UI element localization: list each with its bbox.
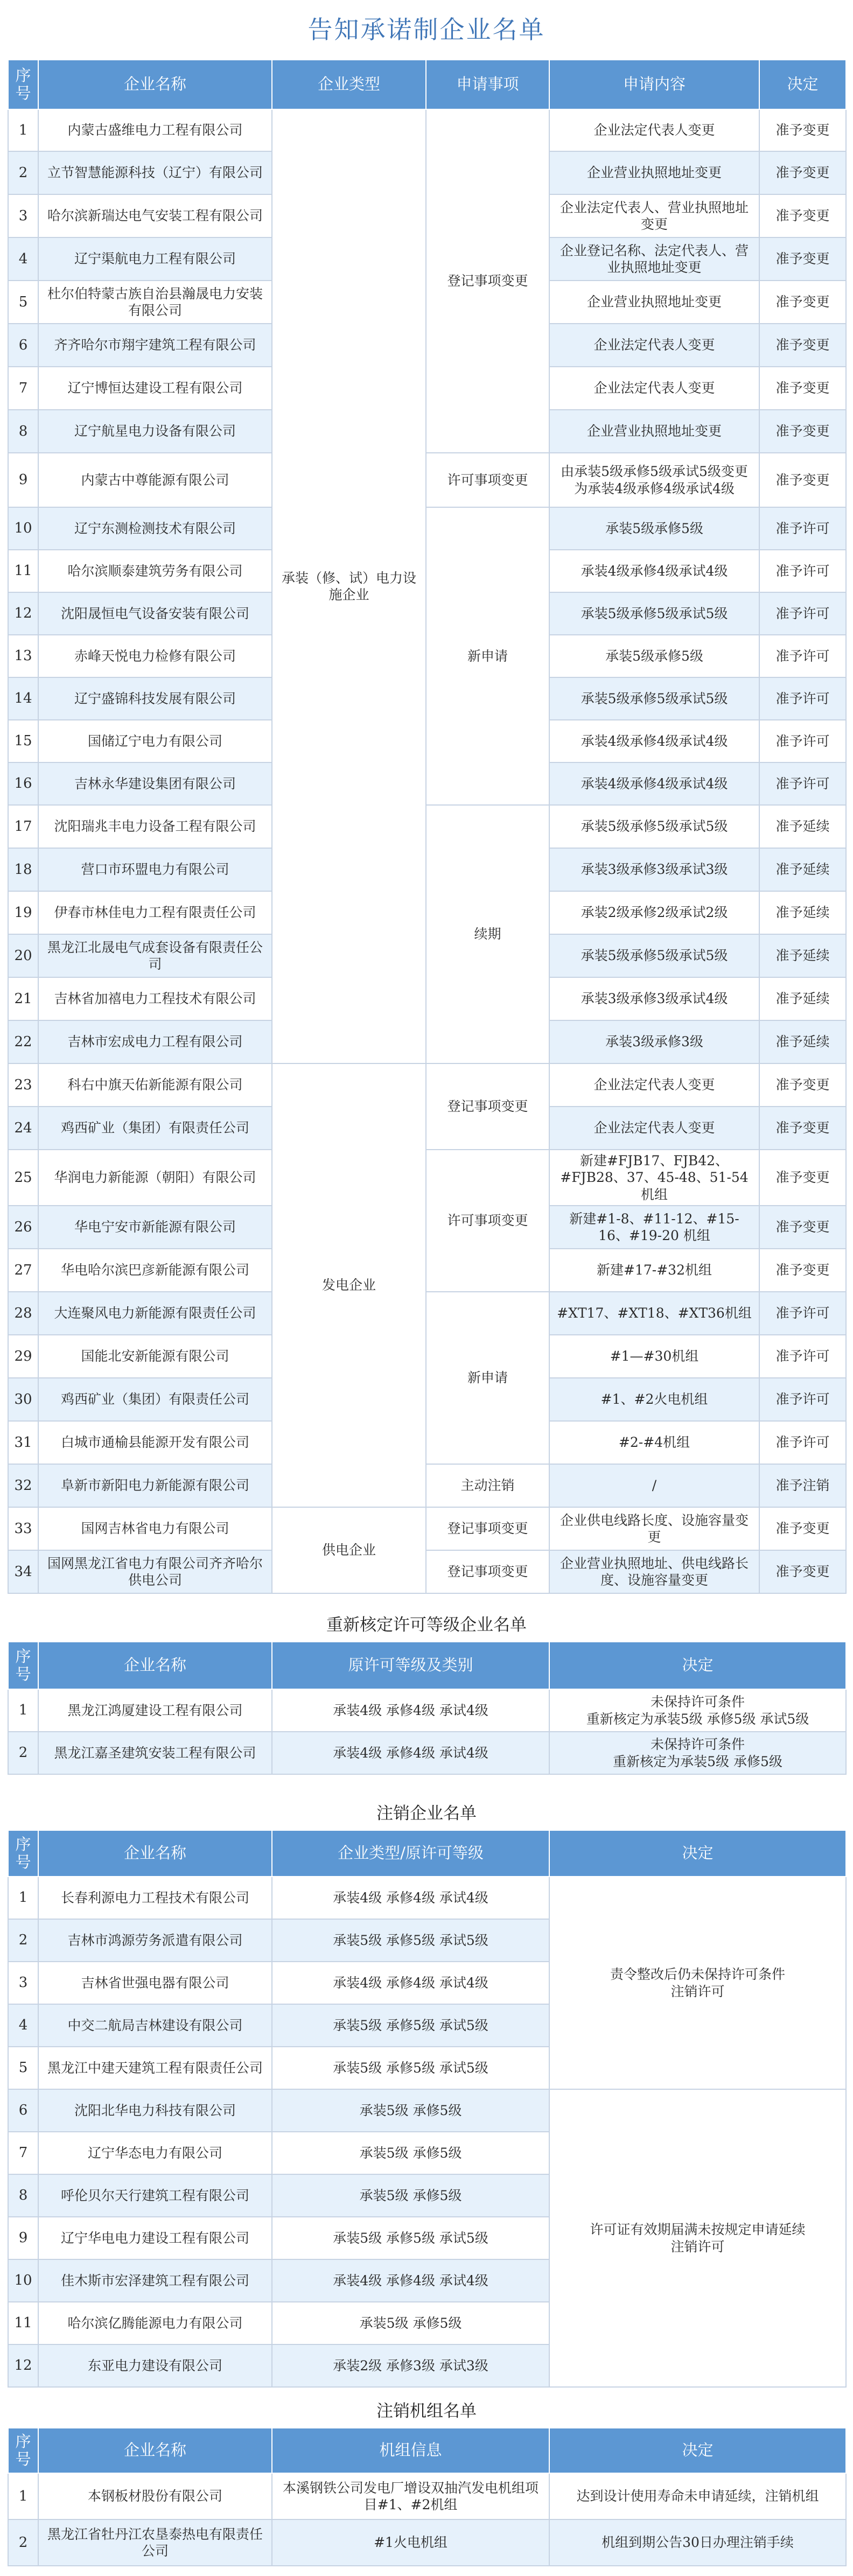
enterprise-name: 沈阳瑞兆丰电力设备工程有限公司 — [38, 805, 272, 848]
header-name: 企业名称 — [38, 60, 272, 109]
application-content: 企业登记名称、法定代表人、营业执照地址变更 — [549, 237, 759, 281]
enterprise-name: 东亚电力建设有限公司 — [38, 2344, 272, 2387]
enterprise-name: 佳木斯市宏泽建筑工程有限公司 — [38, 2259, 272, 2302]
application-content: 新建#FJB17、FJB42、#FJB28、37、45-48、51-54机组 — [549, 1150, 759, 1206]
application-content: 企业法定代表人变更 — [549, 1063, 759, 1107]
application-content: 企业法定代表人变更 — [549, 1107, 759, 1150]
original-level: 承装4级 承修4级 承试4级 — [272, 2259, 549, 2302]
table-row — [8, 1732, 846, 1774]
application-content: 企业法定代表人变更 — [549, 324, 759, 367]
enterprise-name: 黑龙江嘉圣建筑安装工程有限公司 — [38, 1732, 272, 1774]
enterprise-name: 白城市通榆县能源开发有限公司 — [38, 1421, 272, 1464]
enterprise-name: 辽宁盛锦科技发展有限公司 — [38, 677, 272, 720]
row-number: 11 — [8, 550, 38, 592]
application-content: 承装3级承修3级承试4级 — [549, 977, 759, 1020]
enterprise-name: 呼伦贝尔天行建筑工程有限公司 — [38, 2174, 272, 2217]
cancel-table — [8, 1830, 847, 2388]
table-row — [8, 1689, 846, 1732]
header-decision: 决定 — [549, 1642, 846, 1689]
decision: 准予变更 — [759, 109, 846, 151]
row-number: 34 — [8, 1550, 38, 1593]
decision: 责令整改后仍未保持许可条件 注销许可 — [549, 1877, 846, 2089]
header-decision: 决定 — [759, 60, 846, 109]
application-content: 承装5级承修5级承试5级 — [549, 805, 759, 848]
enterprise-name: 伊春市林佳电力工程有限责任公司 — [38, 891, 272, 934]
header-decision: 决定 — [549, 2428, 846, 2473]
header-content: 申请内容 — [549, 60, 759, 109]
application-content: 企业营业执照地址变更 — [549, 410, 759, 453]
table-row — [8, 1507, 846, 1550]
decision: 准予变更 — [759, 1550, 846, 1593]
row-number: 8 — [8, 410, 38, 453]
application-item: 登记事项变更 — [426, 1550, 549, 1593]
decision: 准予变更 — [759, 1150, 846, 1206]
enterprise-name: 辽宁东测检测技术有限公司 — [38, 507, 272, 550]
enterprise-name: 科右中旗天佑新能源有限公司 — [38, 1063, 272, 1107]
enterprise-type: 发电企业 — [272, 1063, 426, 1507]
enterprise-name: 辽宁渠航电力工程有限公司 — [38, 237, 272, 281]
enterprise-name: 辽宁航星电力设备有限公司 — [38, 410, 272, 453]
row-number: 12 — [8, 592, 38, 635]
decision: 准予变更 — [759, 194, 846, 237]
row-number: 3 — [8, 194, 38, 237]
enterprise-name: 鸡西矿业（集团）有限责任公司 — [38, 1107, 272, 1150]
original-level: 承装5级 承修5级 承试5级 — [272, 1919, 549, 1962]
enterprise-name: 吉林市鸿源劳务派遣有限公司 — [38, 1919, 272, 1962]
row-number: 1 — [8, 2473, 38, 2519]
decision: 未保持许可条件 重新核定为承装5级 承修5级 承试5级 — [549, 1689, 846, 1732]
application-content: 承装5级承修5级承试5级 — [549, 592, 759, 635]
row-number: 3 — [8, 1962, 38, 2004]
application-content: 企业法定代表人变更 — [549, 109, 759, 151]
row-number: 4 — [8, 237, 38, 281]
application-content: 承装4级承修4级承试4级 — [549, 762, 759, 805]
unit-info: 本溪钢铁公司发电厂增设双抽汽发电机组项目#1、#2机组 — [272, 2473, 549, 2519]
application-content: 企业营业执照地址变更 — [549, 281, 759, 324]
application-content: 承装5级承修5级 — [549, 507, 759, 550]
decision: 准予变更 — [759, 281, 846, 324]
decision: 准予许可 — [759, 1292, 846, 1335]
header-seq: 序号 — [8, 1830, 38, 1877]
row-number: 28 — [8, 1292, 38, 1335]
decision: 准予延续 — [759, 934, 846, 977]
row-number: 9 — [8, 453, 38, 507]
enterprise-name: 国储辽宁电力有限公司 — [38, 720, 272, 762]
table-row — [8, 1550, 846, 1593]
original-level: 承装4级 承修4级 承试4级 — [272, 1732, 549, 1774]
decision: 准予许可 — [759, 720, 846, 762]
row-number: 8 — [8, 2174, 38, 2217]
table-row — [8, 1292, 846, 1335]
row-number: 9 — [8, 2217, 38, 2259]
enterprise-name: 辽宁华电电力建设工程有限公司 — [38, 2217, 272, 2259]
decision: 准予变更 — [759, 453, 846, 507]
enterprise-name: 内蒙古盛维电力工程有限公司 — [38, 109, 272, 151]
section-title-units: 注销机组名单 — [376, 2402, 477, 2421]
enterprise-name: 赤峰天悦电力检修有限公司 — [38, 635, 272, 677]
decision: 准予变更 — [759, 324, 846, 367]
row-number: 15 — [8, 720, 38, 762]
enterprise-name: 黑龙江北晟电气成套设备有限责任公司 — [38, 934, 272, 977]
application-item: 续期 — [426, 805, 549, 1063]
row-number: 7 — [8, 2132, 38, 2174]
row-number: 26 — [8, 1206, 38, 1249]
application-content: 企业法定代表人、营业执照地址变更 — [549, 194, 759, 237]
decision: 准予许可 — [759, 507, 846, 550]
decision: 准予变更 — [759, 151, 846, 194]
header-type: 企业类型 — [272, 60, 426, 109]
header-name: 企业名称 — [38, 1642, 272, 1689]
decision: 机组到期公告30日办理注销手续 — [549, 2519, 846, 2566]
enterprise-name: 黑龙江省牡丹江农垦泰热电有限责任公司 — [38, 2519, 272, 2566]
enterprise-name: 哈尔滨亿腾能源电力有限公司 — [38, 2302, 272, 2344]
application-content: #1—#30机组 — [549, 1335, 759, 1378]
table-row — [8, 2519, 846, 2566]
header-level: 原许可等级及类别 — [272, 1642, 549, 1689]
enterprise-name: 鸡西矿业（集团）有限责任公司 — [38, 1378, 272, 1421]
decision: 准予变更 — [759, 367, 846, 410]
application-item: 登记事项变更 — [426, 1063, 549, 1150]
table-row — [8, 1464, 846, 1507]
application-content: 新建#17-#32机组 — [549, 1249, 759, 1292]
original-level: 承装5级 承修5级 — [272, 2174, 549, 2217]
decision: 准予变更 — [759, 410, 846, 453]
row-number: 11 — [8, 2302, 38, 2344]
decision: 准予许可 — [759, 635, 846, 677]
enterprise-name: 内蒙古中尊能源有限公司 — [38, 453, 272, 507]
decision: 准予变更 — [759, 1107, 846, 1150]
enterprise-name: 本钢板材股份有限公司 — [38, 2473, 272, 2519]
enterprise-name: 华电哈尔滨巴彦新能源有限公司 — [38, 1249, 272, 1292]
application-content: 企业营业执照地址变更 — [549, 151, 759, 194]
table-row — [8, 109, 846, 151]
original-level: 承装5级 承修5级 — [272, 2132, 549, 2174]
row-number: 25 — [8, 1150, 38, 1206]
application-content: 承装5级承修5级 — [549, 635, 759, 677]
enterprise-name: 吉林市宏成电力工程有限公司 — [38, 1020, 272, 1063]
decision: 准予延续 — [759, 891, 846, 934]
main-enterprise-table — [8, 59, 847, 1594]
row-number: 17 — [8, 805, 38, 848]
row-number: 24 — [8, 1107, 38, 1150]
table-row — [8, 1063, 846, 1107]
enterprise-name: 辽宁华态电力有限公司 — [38, 2132, 272, 2174]
row-number: 2 — [8, 1732, 38, 1774]
application-content: #2-#4机组 — [549, 1421, 759, 1464]
decision: 未保持许可条件 重新核定为承装5级 承修5级 — [549, 1732, 846, 1774]
application-content: 承装4级承修4级承试4级 — [549, 720, 759, 762]
row-number: 7 — [8, 367, 38, 410]
original-level: 承装2级 承修3级 承试3级 — [272, 2344, 549, 2387]
row-number: 20 — [8, 934, 38, 977]
enterprise-name: 吉林永华建设集团有限公司 — [38, 762, 272, 805]
table-row — [8, 2089, 846, 2132]
original-level: 承装4级 承修4级 承试4级 — [272, 1877, 549, 1919]
row-number: 6 — [8, 2089, 38, 2132]
application-content: 承装4级承修4级承试4级 — [549, 550, 759, 592]
application-item: 新申请 — [426, 507, 549, 805]
decision: 准予延续 — [759, 848, 846, 891]
table-row — [8, 507, 846, 550]
application-content: 企业供电线路长度、设施容量变更 — [549, 1507, 759, 1550]
table-row — [8, 2473, 846, 2519]
section-title-cancel: 注销企业名单 — [376, 1804, 477, 1823]
row-number: 21 — [8, 977, 38, 1020]
enterprise-name: 吉林省世强电器有限公司 — [38, 1962, 272, 2004]
decision: 准予延续 — [759, 805, 846, 848]
decision: 准予许可 — [759, 1335, 846, 1378]
enterprise-name: 中交二航局吉林建设有限公司 — [38, 2004, 272, 2047]
application-item: 许可事项变更 — [426, 1150, 549, 1292]
unit-cancel-table — [8, 2427, 847, 2566]
enterprise-name: 沈阳北华电力科技有限公司 — [38, 2089, 272, 2132]
row-number: 12 — [8, 2344, 38, 2387]
original-level: 承装4级 承修4级 承试4级 — [272, 1962, 549, 2004]
decision: 准予变更 — [759, 1249, 846, 1292]
row-number: 13 — [8, 635, 38, 677]
row-number: 22 — [8, 1020, 38, 1063]
row-number: 32 — [8, 1464, 38, 1507]
decision: 准予许可 — [759, 762, 846, 805]
application-content: #XT17、#XT18、#XT36机组 — [549, 1292, 759, 1335]
row-number: 30 — [8, 1378, 38, 1421]
row-number: 31 — [8, 1421, 38, 1464]
header-seq: 序号 — [8, 1642, 38, 1689]
header-decision: 决定 — [549, 1830, 846, 1877]
header-item: 申请事项 — [426, 60, 549, 109]
row-number: 19 — [8, 891, 38, 934]
row-number: 4 — [8, 2004, 38, 2047]
enterprise-name: 国网吉林省电力有限公司 — [38, 1507, 272, 1550]
row-number: 6 — [8, 324, 38, 367]
enterprise-name: 阜新市新阳电力新能源有限公司 — [38, 1464, 272, 1507]
enterprise-name: 哈尔滨新瑞达电气安装工程有限公司 — [38, 194, 272, 237]
original-level: 承装5级 承修5级 承试5级 — [272, 2004, 549, 2047]
enterprise-name: 大连聚风电力新能源有限责任公司 — [38, 1292, 272, 1335]
decision: 准予许可 — [759, 1378, 846, 1421]
enterprise-name: 长春利源电力工程技术有限公司 — [38, 1877, 272, 1919]
row-number: 1 — [8, 109, 38, 151]
header-name: 企业名称 — [38, 1830, 272, 1877]
application-content: 企业法定代表人变更 — [549, 367, 759, 410]
enterprise-name: 黑龙江中建天建筑工程有限责任公司 — [38, 2047, 272, 2089]
enterprise-name: 华润电力新能源（朝阳）有限公司 — [38, 1150, 272, 1206]
header-seq: 序号 — [8, 60, 38, 109]
section-title-reassess: 重新核定许可等级企业名单 — [326, 1615, 527, 1635]
enterprise-name: 华电宁安市新能源有限公司 — [38, 1206, 272, 1249]
application-content: 承装5级承修5级承试5级 — [549, 934, 759, 977]
row-number: 2 — [8, 2519, 38, 2566]
reassess-table — [8, 1641, 847, 1775]
decision: 准予变更 — [759, 1063, 846, 1107]
header-unit: 机组信息 — [272, 2428, 549, 2473]
application-content: #1、#2火电机组 — [549, 1378, 759, 1421]
application-content: 企业营业执照地址、供电线路长度、设施容量变更 — [549, 1550, 759, 1593]
enterprise-name: 营口市环盟电力有限公司 — [38, 848, 272, 891]
enterprise-name: 杜尔伯特蒙古族自治县瀚晟电力安装有限公司 — [38, 281, 272, 324]
decision: 准予变更 — [759, 1206, 846, 1249]
application-content: 新建#1-8、#11-12、#15-16、#19-20 机组 — [549, 1206, 759, 1249]
table-body — [8, 109, 846, 1593]
table-row — [8, 453, 846, 507]
table-header-row — [8, 60, 846, 109]
decision: 达到设计使用寿命未申请延续，注销机组 — [549, 2473, 846, 2519]
row-number: 2 — [8, 1919, 38, 1962]
original-level: 承装4级 承修4级 承试4级 — [272, 1689, 549, 1732]
decision: 准予许可 — [759, 550, 846, 592]
row-number: 1 — [8, 1877, 38, 1919]
enterprise-type: 供电企业 — [272, 1507, 426, 1593]
row-number: 33 — [8, 1507, 38, 1550]
application-content: 承装2级承修2级承试2级 — [549, 891, 759, 934]
application-content: 承装5级承修5级承试5级 — [549, 677, 759, 720]
row-number: 10 — [8, 2259, 38, 2302]
application-content: 承装3级承修3级 — [549, 1020, 759, 1063]
enterprise-name: 国网黑龙江省电力有限公司齐齐哈尔供电公司 — [38, 1550, 272, 1593]
row-number: 23 — [8, 1063, 38, 1107]
original-level: 承装5级 承修5级 — [272, 2089, 549, 2132]
decision: 准予许可 — [759, 592, 846, 635]
table-row — [8, 1877, 846, 1919]
decision: 准予变更 — [759, 237, 846, 281]
original-level: 承装5级 承修5级 — [272, 2302, 549, 2344]
table-row — [8, 805, 846, 848]
decision: 许可证有效期届满未按规定申请延续 注销许可 — [549, 2089, 846, 2387]
row-number: 5 — [8, 2047, 38, 2089]
enterprise-name: 立节智慧能源科技（辽宁）有限公司 — [38, 151, 272, 194]
decision: 准予延续 — [759, 977, 846, 1020]
row-number: 10 — [8, 507, 38, 550]
unit-info: #1火电机组 — [272, 2519, 549, 2566]
original-level: 承装5级 承修5级 承试5级 — [272, 2047, 549, 2089]
header-level: 企业类型/原许可等级 — [272, 1830, 549, 1877]
row-number: 2 — [8, 151, 38, 194]
enterprise-name: 国能北安新能源有限公司 — [38, 1335, 272, 1378]
enterprise-name: 吉林省加禧电力工程技术有限公司 — [38, 977, 272, 1020]
enterprise-name: 辽宁博恒达建设工程有限公司 — [38, 367, 272, 410]
application-item: 主动注销 — [426, 1464, 549, 1507]
row-number: 29 — [8, 1335, 38, 1378]
original-level: 承装5级 承修5级 承试5级 — [272, 2217, 549, 2259]
application-item: 登记事项变更 — [426, 109, 549, 453]
enterprise-name: 黑龙江鸿厦建设工程有限公司 — [38, 1689, 272, 1732]
header-seq: 序号 — [8, 2428, 38, 2473]
row-number: 27 — [8, 1249, 38, 1292]
decision: 准予许可 — [759, 1421, 846, 1464]
application-content: 承装3级承修3级承试3级 — [549, 848, 759, 891]
application-content: 由承装5级承修5级承试5级变更为承装4级承修4级承试4级 — [549, 453, 759, 507]
application-content: / — [549, 1464, 759, 1507]
row-number: 16 — [8, 762, 38, 805]
application-item: 新申请 — [426, 1292, 549, 1464]
enterprise-name: 沈阳晟恒电气设备安装有限公司 — [38, 592, 272, 635]
page-title: 告知承诺制企业名单 — [307, 15, 546, 44]
table-row — [8, 1150, 846, 1206]
decision: 准予注销 — [759, 1464, 846, 1507]
enterprise-type: 承装（修、试）电力设施企业 — [272, 109, 426, 1063]
row-number: 18 — [8, 848, 38, 891]
decision: 准予许可 — [759, 677, 846, 720]
row-number: 1 — [8, 1689, 38, 1732]
application-item: 登记事项变更 — [426, 1507, 549, 1550]
row-number: 14 — [8, 677, 38, 720]
enterprise-name: 哈尔滨顺泰建筑劳务有限公司 — [38, 550, 272, 592]
decision: 准予延续 — [759, 1020, 846, 1063]
application-item: 许可事项变更 — [426, 453, 549, 507]
enterprise-name: 齐齐哈尔市翔宇建筑工程有限公司 — [38, 324, 272, 367]
decision: 准予变更 — [759, 1507, 846, 1550]
row-number: 5 — [8, 281, 38, 324]
header-name: 企业名称 — [38, 2428, 272, 2473]
